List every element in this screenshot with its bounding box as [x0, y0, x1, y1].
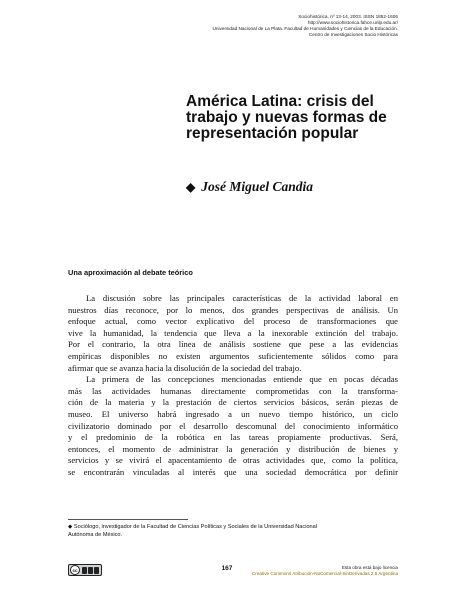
footnote [68, 524, 398, 539]
text-line: Por el contrario, la otra línea de análisis sostiene que pese a las evidencias [68, 339, 398, 350]
title-line: América Latina: crisis del [186, 93, 374, 110]
text-line: civilizatorio dominado por el desarrollo descomunal del conocimiento informático [68, 420, 398, 431]
text-line: más las actividades humanas directamente comprometidas con la transforma- [68, 385, 398, 396]
by-icon [82, 567, 87, 574]
footnote-divider [68, 519, 188, 520]
creative-commons-badge-icon[interactable] [68, 564, 102, 576]
diamond-bullet-icon: ◆ [186, 180, 196, 194]
text-line: enfoque actual, como vector explicativo del proceso de transformaciones que [68, 316, 398, 327]
license-notice [252, 565, 398, 577]
author-name: José Miguel Candia [201, 179, 313, 194]
license-link[interactable]: Creative Commons Atribución-NoComercial-SinDerivadas 2.5 Argentina [251, 571, 398, 576]
author-line [186, 179, 313, 195]
text-line: La primera de las concepciones mencionadas entiende que en pocas décadas [86, 374, 398, 385]
footnote-line [68, 524, 398, 532]
text-line: vive la humanidad, la tendencia que lleva a la inexorable extinción del trabajo. [68, 327, 398, 338]
header-line-center: Centro de Investigaciones Socio Históricas [308, 32, 398, 37]
footnote-line: Autónoma de México. [68, 531, 123, 538]
license-text: Esta obra está bajo licencia [341, 565, 398, 570]
cc-license-blocks [82, 567, 99, 574]
text-line: entonces, el momento de administrar la generación y distribución de bienes y [68, 443, 398, 454]
text-line: museo. El universo habrá ingresado a un nuevo tiempo histórico, un ciclo [68, 408, 398, 419]
text-line: afirmar que se avanza hacia la disolución de la sociedad del trabajo. [68, 362, 302, 373]
article-title [186, 94, 406, 142]
header-line-citation: Sociohistórica, nº 13-14, 2003. ISSN 1852-1606 [298, 14, 398, 19]
section-heading: Una aproximación al debate teórico [68, 268, 193, 277]
text-line: y el predominio de la robótica en las tareas propiamente productivas. Será, [68, 432, 398, 443]
nc-icon [88, 567, 93, 574]
text-line: La discusión sobre las principales características de la actividad laboral en [86, 293, 398, 303]
nd-icon [94, 567, 99, 574]
title-line: trabajo y nuevas formas de [186, 109, 387, 126]
text-line: servicios y se vivirá el apacentamiento de otras actividades que, como la política, [68, 455, 398, 466]
header-line-url[interactable]: http://www.sociohistorica.fahce.unlp.edu.ar/ [307, 20, 398, 25]
title-line: representación popular [186, 125, 359, 142]
cc-logo-icon: cc [70, 565, 80, 575]
paragraph [68, 374, 398, 478]
page-number: 167 [221, 565, 233, 572]
paragraph [68, 293, 398, 374]
article-body [68, 293, 398, 479]
text-line: nuestros días reconoce, por lo menos, dos grandes perspectivas de análisis. Un [68, 304, 398, 315]
text-line: empíricas disponibles no existen argumentos suficientemente sólidos como para [68, 350, 398, 361]
journal-header [68, 14, 398, 38]
footnote-text: Sociólogo, investigador de la Facultad de Ciencias Políticas y Sociales de la Universidad Nacional [73, 524, 318, 530]
text-line: se encontrarán vinculadas al interés que una sociedad democrática por definir [68, 466, 398, 477]
header-line-university: Universidad Nacional de La Plata. Facultad de Humanidades y Ciencias de la Educación. [212, 26, 398, 31]
text-line: ción de la materia y la prestación de ciertos servicios básicos, serán piezas de [68, 397, 398, 408]
footnote-marker-icon: ◆ [68, 524, 73, 530]
